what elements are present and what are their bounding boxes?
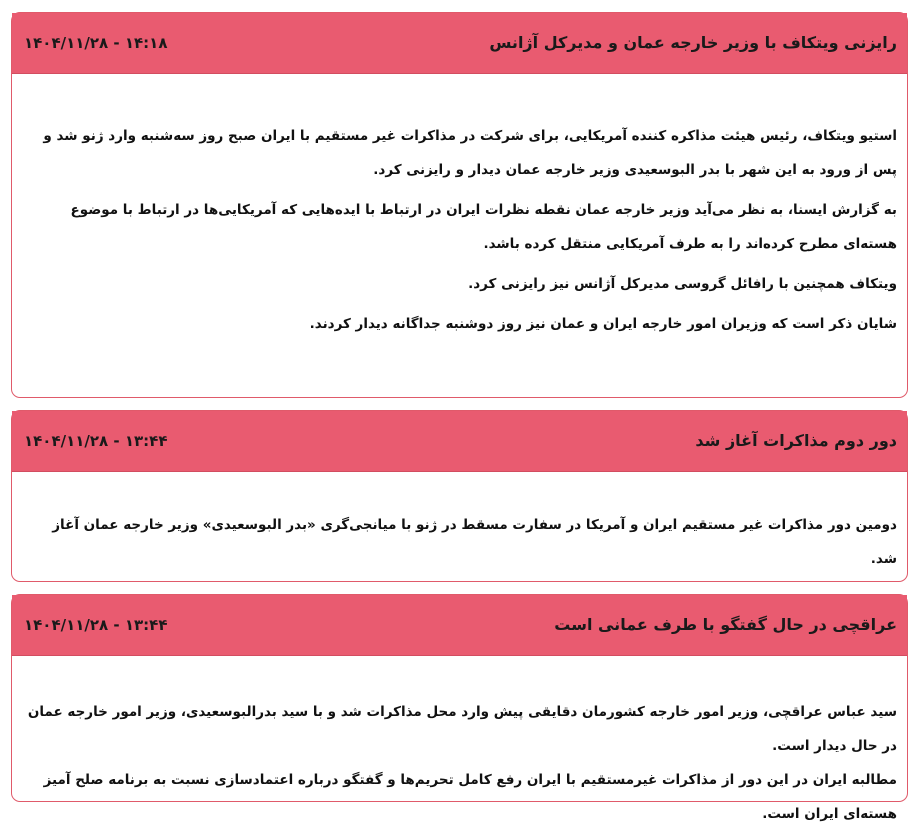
- news-card-header: [12, 411, 907, 472]
- news-timestamp: ۱۴۰۴/۱۱/۲۸ - ۱۳:۴۴: [24, 432, 168, 450]
- news-card: [11, 410, 908, 582]
- news-paragraph: شایان ذکر است که وزیران امور خارجه ایران و عمان نیز روز دوشنبه جداگانه دیدار کردند.: [309, 316, 897, 332]
- news-paragraph: استیو ویتکاف، رئیس هیئت مذاکره کننده آمریکایی، برای شرکت در مذاکرات غیر مستقیم با ایران صبح روز سه‌شنبه وارد ژنو شد و پس از ورود به این شهر با بدر البوسعیدی وزیر خارجه عمان دیدار و رایزنی کرد.: [43, 128, 897, 178]
- news-body: [12, 74, 907, 341]
- news-card: [11, 594, 908, 822]
- news-title[interactable]: رایزنی ویتکاف با وزیر خارجه عمان و مدیرکل آژانس: [489, 33, 897, 52]
- news-body: [12, 472, 907, 576]
- news-timestamp: ۱۴۰۴/۱۱/۲۸ - ۱۳:۴۴: [24, 616, 168, 634]
- news-paragraph: سید عباس عراقچی، وزیر امور خارجه کشورمان دقایقی پیش وارد محل مذاکرات شد و با سید بدرالبوسعیدی، وزیر امور خارجه عمان در حال دیدار است.: [27, 704, 897, 754]
- news-title[interactable]: دور دوم مذاکرات آغاز شد: [695, 431, 897, 450]
- news-body: [12, 656, 907, 831]
- news-card: [11, 12, 908, 398]
- news-timestamp: ۱۴۰۴/۱۱/۲۸ - ۱۴:۱۸: [24, 34, 168, 52]
- news-title[interactable]: عراقچی در حال گفتگو با طرف عمانی است: [554, 615, 897, 634]
- news-card-header: [12, 595, 907, 656]
- news-paragraph: به گزارش ایسنا، به نظر می‌آید وزیر خارجه عمان نقطه نظرات ایران در ارتباط با ایده‌هایی که آمریکایی‌ها در ارتباط با موضوع هسته‌ای مطرح کرده‌اند را به طرف آمریکایی منتقل کرده باشد.: [70, 202, 897, 252]
- news-card-header: [12, 13, 907, 74]
- news-paragraph: مطالبه ایران در این دور از مذاکرات غیرمستقیم با ایران رفع کامل تحریم‌ها و گفتگو درباره اعتمادسازی نسبت به برنامه صلح آمیز هسته‌ای ایران است.: [43, 772, 897, 822]
- news-paragraph: ویتکاف همچنین با رافائل گروسی مدیرکل آژانس نیز رایزنی کرد.: [468, 276, 897, 292]
- news-paragraph: دومین دور مذاکرات غیر مستقیم ایران و آمریکا در سفارت مسقط در ژنو با میانجی‌گری «بدر البوسعیدی» وزیر خارجه عمان آغاز شد.: [52, 517, 897, 567]
